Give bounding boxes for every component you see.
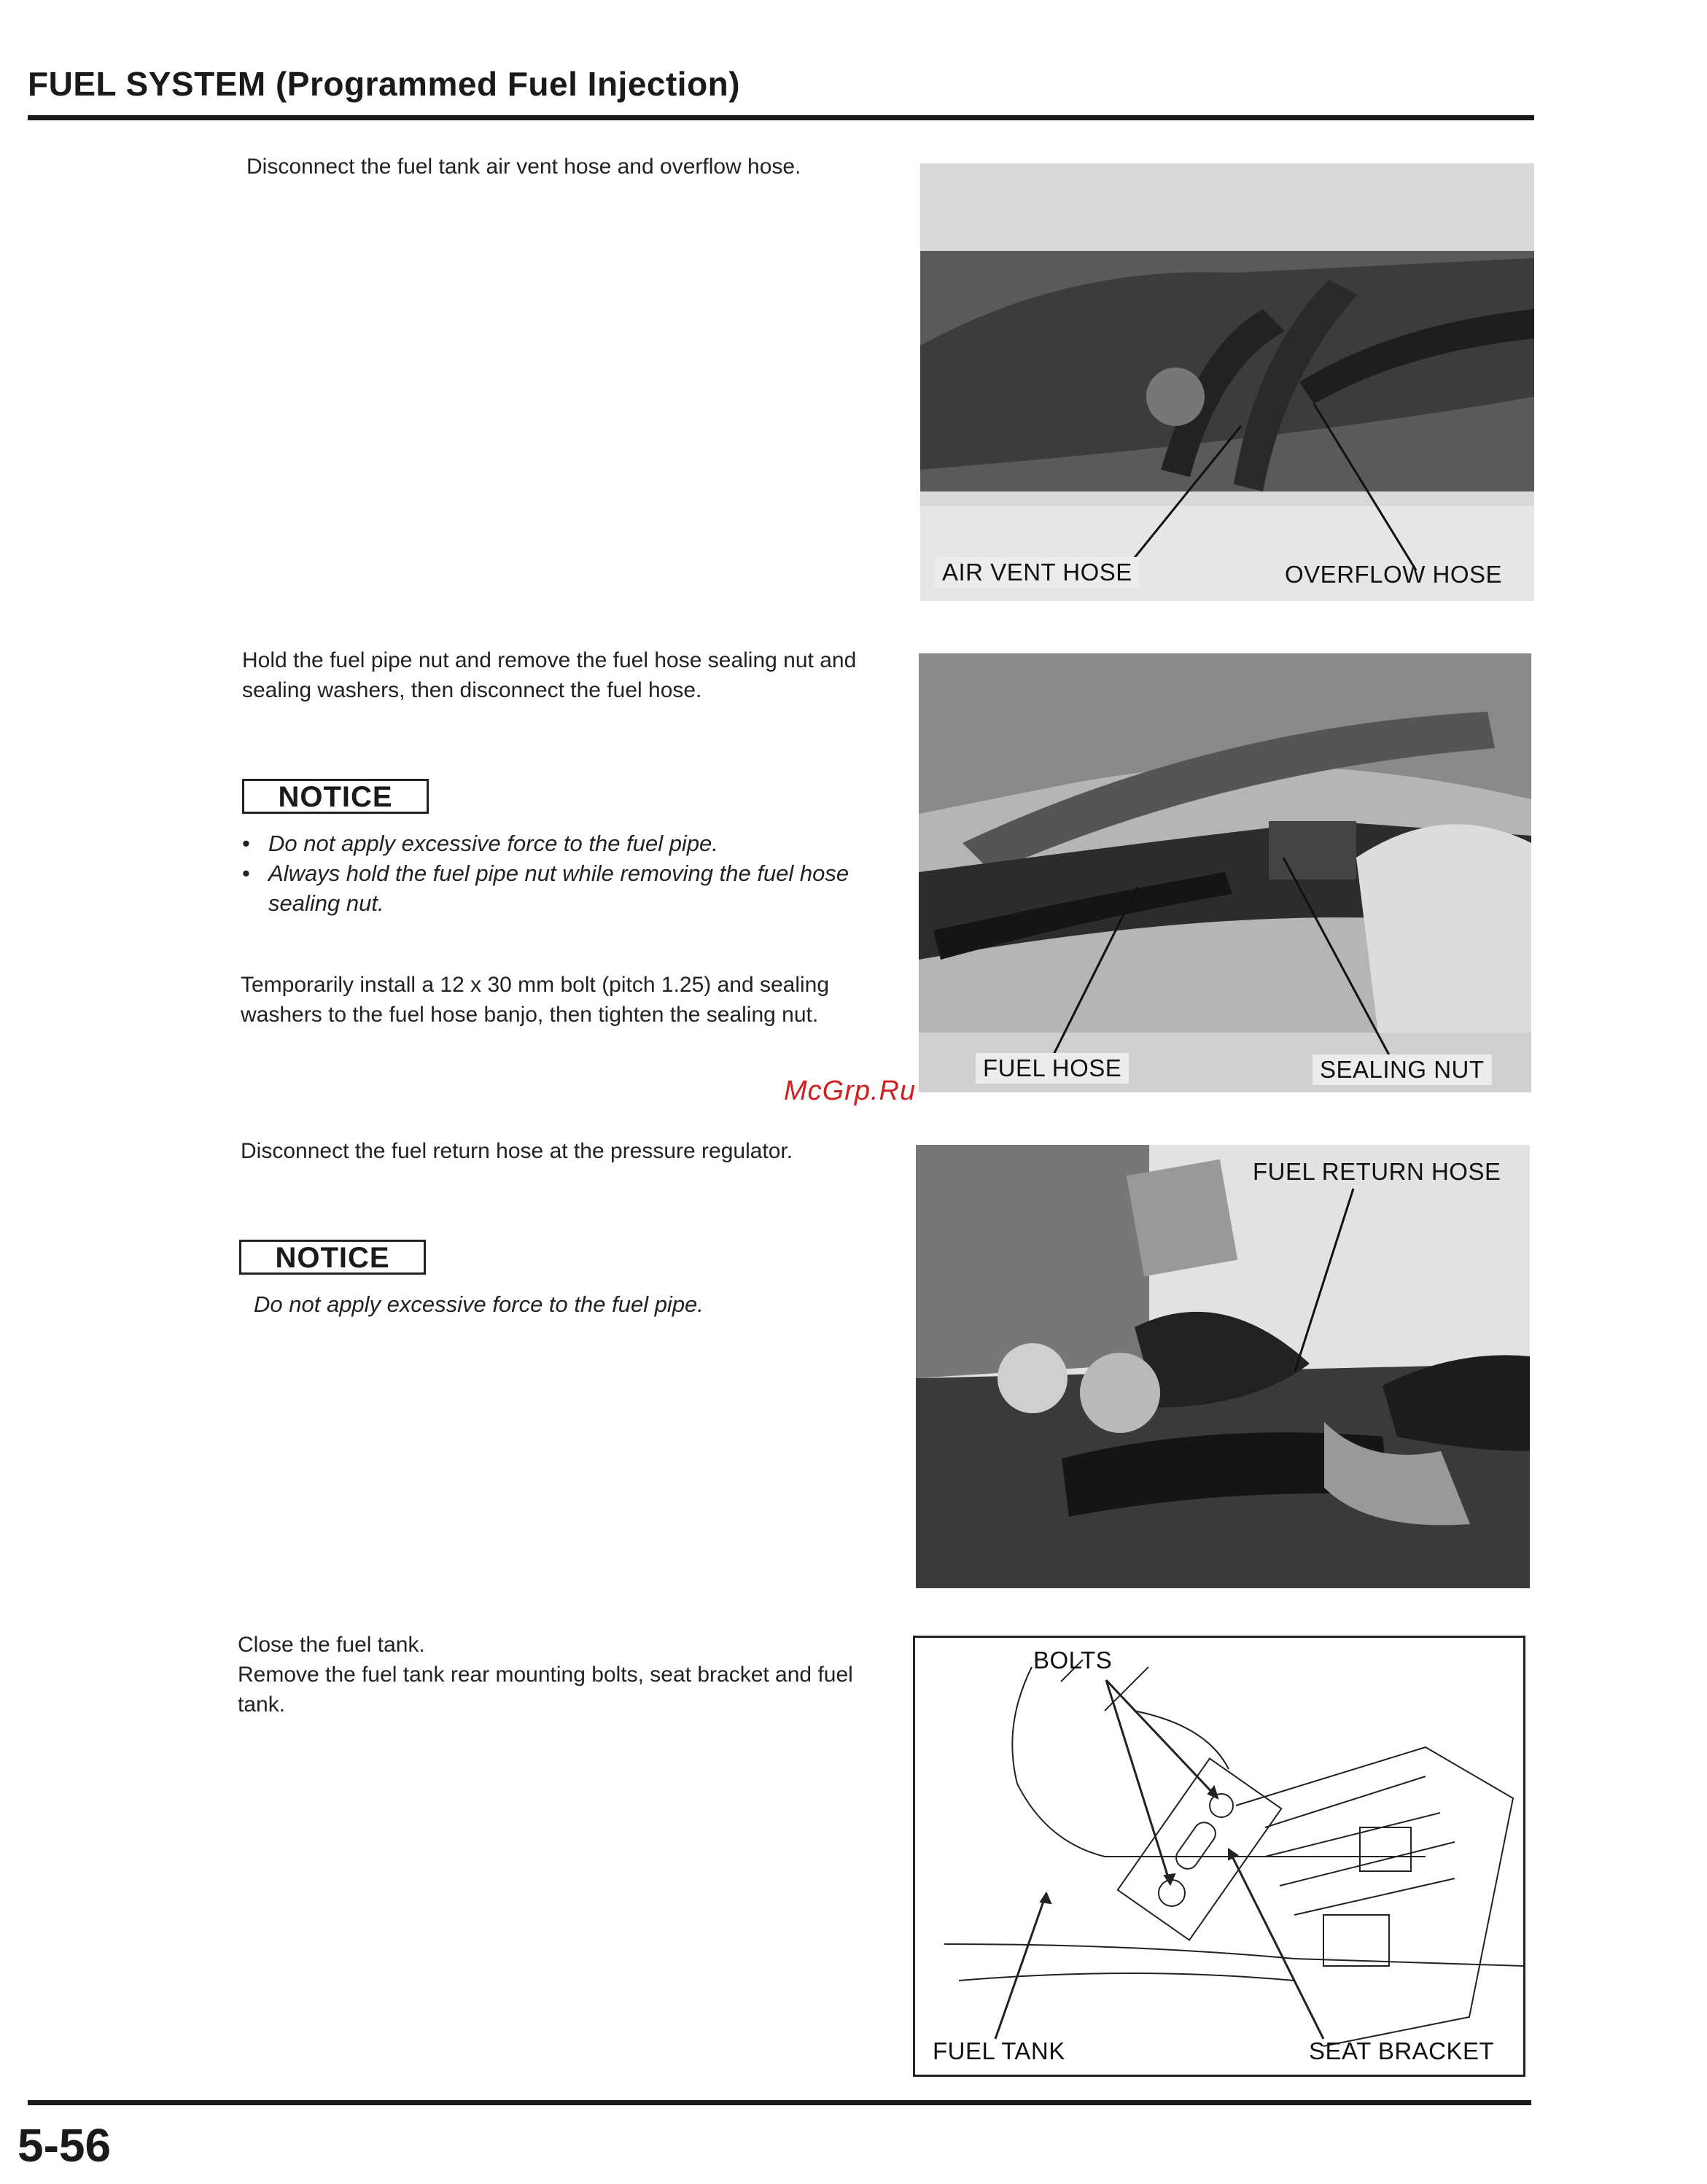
- label-fuel-hose: FUEL HOSE: [976, 1053, 1129, 1084]
- label-fuel-return-hose: FUEL RETURN HOSE: [1253, 1158, 1501, 1185]
- notice-item: • Do not apply excessive force to the fuel pipe.: [268, 828, 895, 858]
- photo-fuel-return-hose: [916, 1145, 1530, 1588]
- notice-text-2: Do not apply excessive force to the fuel pipe.: [254, 1291, 704, 1317]
- photo-air-vent-overflow: [920, 163, 1534, 601]
- label-fuel-tank: FUEL TANK: [933, 2037, 1065, 2064]
- header-rule: [28, 115, 1534, 120]
- step-temp-bolt-text: Temporarily install a 12 x 30 mm bolt (pitch 1.25) and sealing washers to the fuel hose banjo, then tighten the sealing nut.: [241, 973, 830, 1027]
- label-air-vent-hose: AIR VENT HOSE: [935, 557, 1140, 588]
- notice-item: • Always hold the fuel pipe nut while removing the fuel hose sealing nut.: [268, 858, 895, 918]
- label-overflow-hose: OVERFLOW HOSE: [1285, 561, 1503, 588]
- label-seat-bracket: SEAT BRACKET: [1309, 2037, 1495, 2064]
- watermark: McGrp.Ru: [784, 1076, 917, 1106]
- notice-list-1: [239, 828, 895, 918]
- notice-box-2: NOTICE: [239, 1240, 426, 1275]
- photo-fuel-hose-sealing-nut: [919, 653, 1531, 1092]
- step-return-hose-text: Disconnect the fuel return hose at the pressure regulator.: [241, 1139, 793, 1163]
- footer-rule: [28, 2100, 1531, 2105]
- step-close-tank-text: Close the fuel tank.: [238, 1633, 425, 1657]
- diagram-fuel-tank-bracket: [913, 1636, 1525, 2077]
- label-bolts: BOLTS: [1033, 1647, 1113, 1674]
- page-header-title: FUEL SYSTEM (Programmed Fuel Injection): [28, 65, 741, 103]
- step-air-vent-text: Disconnect the fuel tank air vent hose and overflow hose.: [246, 155, 801, 179]
- label-sealing-nut: SEALING NUT: [1313, 1054, 1492, 1085]
- step-remove-tank-text: Remove the fuel tank rear mounting bolts, seat bracket and fuel tank.: [238, 1663, 853, 1717]
- page-number: 5-56: [18, 2119, 112, 2172]
- notice-box-1: NOTICE: [242, 779, 429, 814]
- step-fuel-hose-text: Hold the fuel pipe nut and remove the fuel hose sealing nut and sealing washers, then disconnect the fuel hose.: [242, 648, 857, 702]
